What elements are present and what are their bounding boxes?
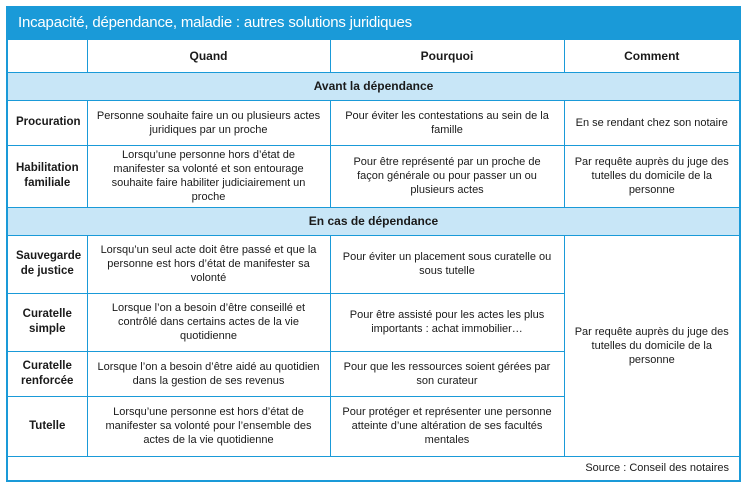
cell-quand: Lorsque l’on a besoin d’être conseillé et contrôlé dans certains actes de la vie quotidienne bbox=[87, 293, 330, 351]
header-empty bbox=[8, 40, 87, 72]
cell-comment: Par requête auprès du juge des tutelles du domicile de la personne bbox=[564, 145, 739, 207]
info-table-frame bbox=[6, 6, 741, 482]
cell-quand: Lorsqu’une personne est hors d’état de manifester sa volonté pour l’ensemble des actes de la vie quotidienne bbox=[87, 396, 330, 456]
section-row-before bbox=[8, 72, 739, 100]
cell-comment: En se rendant chez son notaire bbox=[564, 100, 739, 145]
solutions-table bbox=[8, 40, 739, 457]
row-label: Procuration bbox=[8, 100, 87, 145]
cell-comment-dependance: Par requête auprès du juge des tutelles du domicile de la personne bbox=[564, 235, 739, 456]
section-during-label: En cas de dépendance bbox=[8, 207, 739, 235]
title-bar bbox=[8, 8, 739, 40]
row-label: Tutelle bbox=[8, 396, 87, 456]
cell-pourquoi: Pour protéger et représenter une personne atteinte d’une altération de ses facultés mentales bbox=[330, 396, 564, 456]
cell-quand: Lorsque l’on a besoin d’être aidé au quotidien dans la gestion de ses revenus bbox=[87, 351, 330, 396]
row-label: Sauvegarde de justice bbox=[8, 235, 87, 293]
header-row bbox=[8, 40, 739, 72]
cell-pourquoi: Pour que les ressources soient gérées par son curateur bbox=[330, 351, 564, 396]
header-pourquoi: Pourquoi bbox=[330, 40, 564, 72]
row-label: Habilitation familiale bbox=[8, 145, 87, 207]
cell-quand: Lorsqu’une personne hors d’état de manifester sa volonté et son entourage souhaite faire habiliter judiciairement un proche bbox=[87, 145, 330, 207]
cell-pourquoi: Pour être représenté par un proche de façon générale ou pour passer un ou plusieurs actes bbox=[330, 145, 564, 207]
table-row bbox=[8, 100, 739, 145]
source-note: Source : Conseil des notaires bbox=[585, 462, 729, 474]
cell-pourquoi: Pour éviter les contestations au sein de la famille bbox=[330, 100, 564, 145]
row-label: Curatelle simple bbox=[8, 293, 87, 351]
cell-pourquoi: Pour éviter un placement sous curatelle ou sous tutelle bbox=[330, 235, 564, 293]
table-row bbox=[8, 235, 739, 293]
page-title: Incapacité, dépendance, maladie : autres solutions juridiques bbox=[18, 14, 412, 31]
section-before-label: Avant la dépendance bbox=[8, 72, 739, 100]
header-comment: Comment bbox=[564, 40, 739, 72]
header-quand: Quand bbox=[87, 40, 330, 72]
cell-quand: Lorsqu’un seul acte doit être passé et que la personne est hors d’état de manifester sa volonté bbox=[87, 235, 330, 293]
cell-pourquoi: Pour être assisté pour les actes les plus importants : achat immobilier… bbox=[330, 293, 564, 351]
table-row bbox=[8, 145, 739, 207]
section-row-during bbox=[8, 207, 739, 235]
cell-quand: Personne souhaite faire un ou plusieurs actes juridiques par un proche bbox=[87, 100, 330, 145]
row-label: Curatelle renforcée bbox=[8, 351, 87, 396]
